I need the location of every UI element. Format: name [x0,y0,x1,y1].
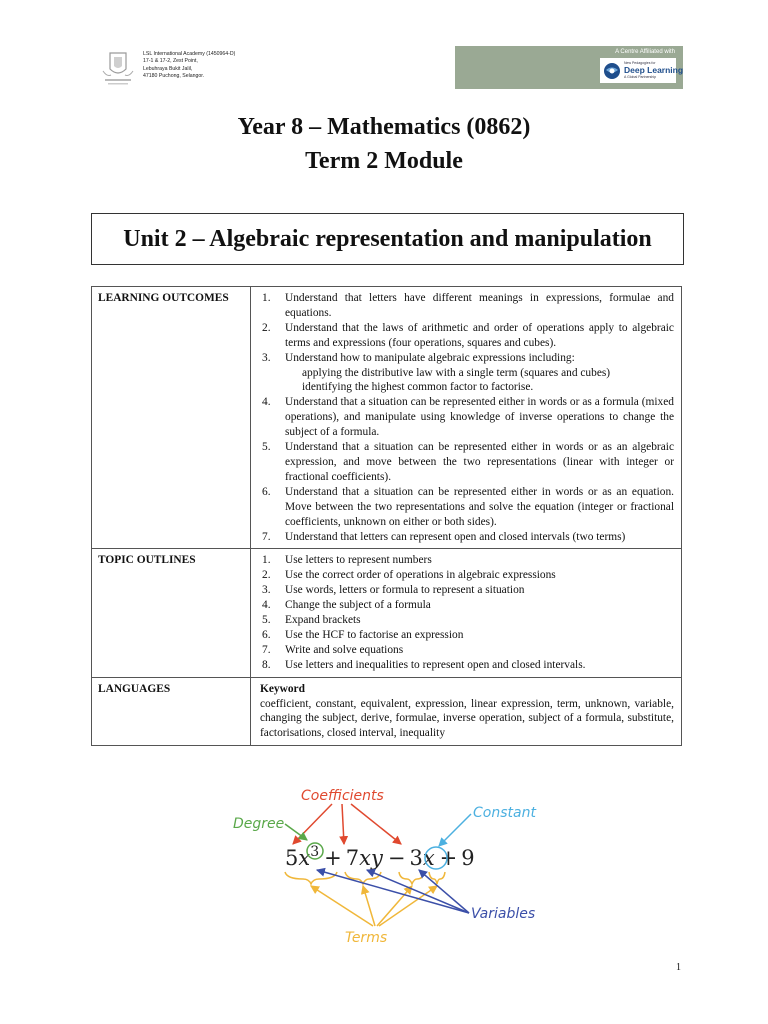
sub-item: identifying the highest common factor to factorise. [302,381,534,394]
partner-logo [600,58,684,83]
list-item: 5. Expand brackets [262,614,361,627]
var-xy: xy [359,846,383,870]
unit-outline-table [91,286,682,746]
list-item: 2. Understand that the laws of arithmetic and order of operations apply to algebraic terms and expressions (four operations, squares and cubes). [262,321,674,349]
list-item: 4. Change the subject of a formula [262,599,431,612]
affiliation-text: A Centre Affiliated with [615,49,675,55]
list-item: 3. Use words, letters or formula to represent a situation [262,584,525,597]
coef-5: 5 [285,846,299,870]
learning-outcomes-cell [251,287,682,549]
degree-label: Degree [233,816,285,832]
course-title: Year 8 – Mathematics (0862) [237,114,531,140]
constant-label: Constant [473,805,536,821]
variables-label: Variables [471,906,536,922]
coef-7: 7 [345,846,360,870]
learning-outcomes-row [92,287,682,549]
list-item: 6. Understand that a situation can be represented either in words or as an equation. Move between the two representations and solve the equation (integer or fractional coefficients, unknown on either or both sides). [262,485,674,528]
academy-logo [97,47,139,89]
languages-cell [251,677,682,746]
list-item: 7. Write and solve equations [262,643,404,656]
address-line: LSL International Academy (1450964-D) [143,51,236,57]
globe-icon [603,62,621,80]
op-plus2: + [439,846,458,870]
coef-3: 3 [409,846,423,870]
polynomial-diagram [227,780,539,950]
topic-outlines-list [260,553,674,672]
keyword-heading: Keyword [260,682,305,695]
list-item: 3. Understand how to manipulate algebraic expressions including: applying the distributive law with a single term (squares and cubes) identifying the highest common factor to factorise. [260,351,674,396]
address-line: Lebuhraya Bukit Jalil, [143,65,193,72]
topic-outlines-label: TOPIC OUTLINES [92,549,251,677]
address-line: 17-1 & 17-2, Zest Point, [143,58,198,65]
var-x2: x [422,846,435,870]
languages-row [92,677,682,746]
topic-outlines-cell [251,549,682,677]
list-item: 2. Use the correct order of operations in algebraic expressions [262,569,556,582]
unit-heading: Unit 2 – Algebraic representation and manipulation [123,225,652,252]
list-item: 1. Understand that letters have different meanings in expressions, formulae and equations. [262,292,674,319]
unit-heading-box [91,213,684,265]
sub-item: applying the distributive law with a single term (squares and cubes) [302,366,611,379]
op-plus: + [324,846,342,870]
partner-tag: A Global Partnership [624,75,657,79]
list-item: 5. Understand that a situation can be represented either in words or as an algebraic expression, and move between the two representations (linear with integer or fractional coefficients). [262,441,674,483]
partner-name: Deep Learning [624,65,684,75]
list-item: 4. Understand that a situation can be represented either in words or as a formula (mixed operations), and manipulate using knowledge of inverse operations to change the subject of a formula. [262,396,674,439]
var-x: x [298,846,311,870]
constant-9: 9 [461,846,475,870]
learning-outcomes-list [260,291,674,544]
affiliation-banner [455,46,683,89]
languages-label: LANGUAGES [92,677,251,746]
address-line: 47180 Puchong, Selangor. [143,73,205,80]
topic-outlines-row [92,549,682,677]
learning-outcomes-label: LEARNING OUTCOMES [92,287,251,549]
keyword-list: coefficient, constant, equivalent, expression, linear expression, term, unknown, variable, changing the subject, derive, formulae, inverse operation, subject of a formula, substitute, factorisations, closed interval, inequality [260,697,674,740]
list-item: 7. Understand that letters can represent open and closed intervals (two terms) [262,530,626,543]
list-item: 6. Use the HCF to factorise an expression [262,628,464,641]
list-item: 1. Use letters to represent numbers [262,554,432,567]
partner-small-text: New Pedagogies for [624,61,656,65]
module-title: Term 2 Module [305,148,463,174]
page-number: 1 [676,962,681,973]
coefficients-label: Coefficients [301,788,384,804]
academy-address [143,51,235,81]
op-minus: − [387,846,406,870]
exponent-3: 3 [310,844,320,860]
list-item: 8. Use letters and inequalities to represent open and closed intervals. [262,658,586,671]
terms-label: Terms [345,930,388,946]
